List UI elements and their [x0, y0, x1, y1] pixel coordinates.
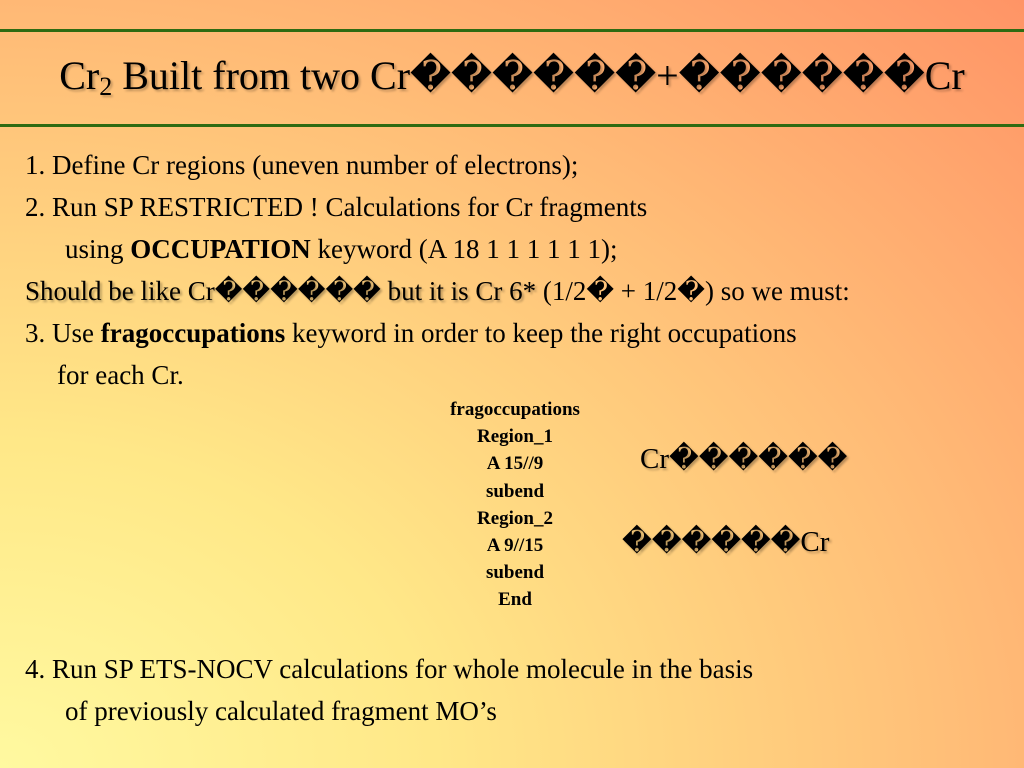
note-rest: (1/2� + 1/2�) so we must: — [536, 276, 850, 306]
code-line: A 15//9 — [486, 453, 544, 475]
code-line: subend — [485, 480, 545, 502]
code-line: fragoccupations — [450, 399, 580, 420]
code-line: subend — [485, 562, 545, 584]
step-3-use: 3. Use — [25, 318, 101, 348]
step-4 — [25, 648, 753, 732]
code-block — [415, 396, 615, 614]
step-1: 1. Define Cr regions (uneven number of electrons); — [25, 150, 579, 180]
title-subscript: 2 — [99, 72, 113, 101]
slide-title — [0, 52, 1024, 100]
steps-list — [25, 144, 1015, 396]
step-3-continuation: for each Cr. — [57, 360, 184, 390]
code-line: Region_2 — [477, 507, 553, 529]
step-4-line-1: 4. Run SP ETS-NOCV calculations for whole molecule in the basis — [25, 654, 754, 684]
step-2-using: using — [65, 234, 131, 264]
step-3-rest: keyword in order to keep the right occupations — [285, 318, 797, 348]
code-line: A 9//15 — [486, 535, 544, 557]
step-2: 2. Run SP RESTRICTED ! Calculations for Cr fragments — [25, 192, 648, 222]
step-2-continuation — [25, 228, 1015, 270]
bottom-divider — [0, 124, 1024, 127]
note-line — [25, 270, 1015, 312]
note-emphasis: Should be like Cr������ but it is Cr 6* — [25, 276, 537, 306]
top-divider — [0, 29, 1024, 32]
occupation-keyword: OCCUPATION — [130, 234, 311, 264]
fragoccupations-keyword: fragoccupations — [100, 318, 286, 348]
step-2-keyword-args: keyword (A 18 1 1 1 1 1 1); — [310, 234, 618, 264]
step-4-line-2: of previously calculated fragment MO’s — [65, 696, 497, 726]
title-rest: Built from two Cr������+������Cr — [112, 53, 965, 98]
region-1-label: Cr������ — [640, 443, 848, 475]
title-cr: Cr — [59, 53, 100, 98]
code-line: End — [498, 589, 532, 611]
region-2-label: ������Cr — [622, 526, 830, 558]
step-3 — [25, 312, 1015, 354]
code-line: Region_1 — [477, 426, 553, 448]
